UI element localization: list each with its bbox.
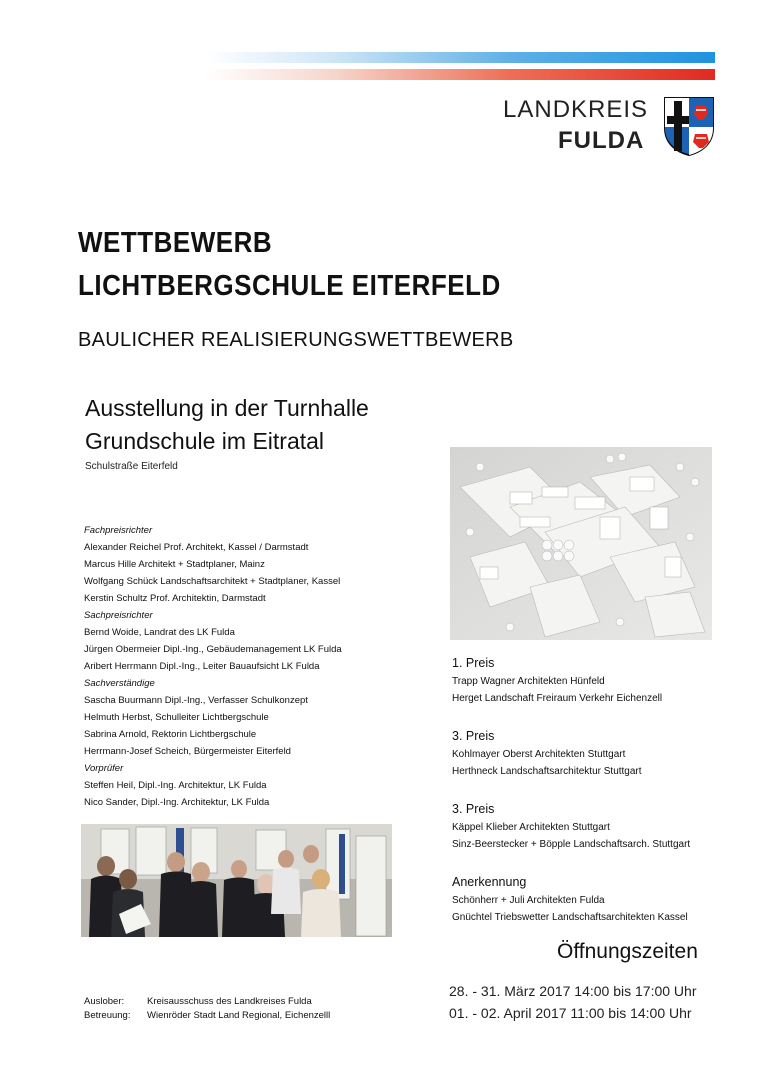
coat-of-arms-icon <box>663 96 715 156</box>
prize-winner: Gnüchtel Triebswetter Landschaftsarchitekten Kassel <box>452 912 688 923</box>
page-title-line2: LICHTBERGSCHULE EITERFELD <box>78 268 501 302</box>
jury-section-fachpreisrichter: Fachpreisrichter <box>84 525 153 536</box>
exhibition-address: Schulstraße Eiterfeld <box>85 461 178 472</box>
opening-hours-title: Öffnungszeiten <box>557 940 698 963</box>
jury-member: Sascha Buurmann Dipl.-Ing., Verfasser Schulkonzept <box>84 695 308 706</box>
jury-section-sachpreisrichter: Sachpreisrichter <box>84 610 153 621</box>
prize-winner: Herget Landschaft Freiraum Verkehr Eichenzell <box>452 693 663 704</box>
prize-winner: Kohlmayer Oberst Architekten Stuttgart <box>452 749 626 760</box>
logo-text-landkreis: LANDKREIS <box>503 96 649 123</box>
jury-member: Helmuth Herbst, Schulleiter Lichtbergschule <box>84 712 269 723</box>
header-gradient-bar-blue <box>205 52 715 63</box>
jury-member: Aribert Herrmann Dipl.-Ing., Leiter Bauaufsicht LK Fulda <box>84 661 320 672</box>
footer-value-betreuung: Wienröder Stadt Land Regional, Eichenzelll <box>147 1010 331 1021</box>
jury-list <box>84 522 424 811</box>
jury-member: Kerstin Schultz Prof. Architektin, Darmstadt <box>84 593 266 604</box>
prize-winner: Herthneck Landschaftsarchitektur Stuttgart <box>452 766 642 777</box>
prize-list <box>452 653 752 926</box>
footer-label-auslober: Auslober: <box>84 996 125 1007</box>
jury-member: Marcus Hille Architekt + Stadtplaner, Mainz <box>84 559 265 570</box>
prize-winner: Käppel Klieber Architekten Stuttgart <box>452 822 610 833</box>
opening-hours-line: 01. - 02. April 2017 11:00 bis 14:00 Uhr <box>449 1005 692 1021</box>
prize-winner: Schönherr + Juli Architekten Fulda <box>452 895 605 906</box>
prize-title: 3. Preis <box>452 729 495 743</box>
jury-member: Wolfgang Schück Landschaftsarchitekt + Stadtplaner, Kassel <box>84 576 341 587</box>
jury-section-vorpruefer: Vorprüfer <box>84 763 124 774</box>
footer-value-auslober: Kreisausschuss des Landkreises Fulda <box>147 996 312 1007</box>
prize-title: Anerkennung <box>452 875 527 889</box>
logo-text-fulda: FULDA <box>558 127 645 154</box>
exhibition-location-line2: Grundschule im Eitratal <box>85 428 325 454</box>
jury-section-sachverstaendige: Sachverständige <box>84 678 155 689</box>
prize-winner: Sinz-Beerstecker + Böpple Landschaftsarch. Stuttgart <box>452 839 691 850</box>
page-subtitle: BAULICHER REALISIERUNGSWETTBEWERB <box>78 329 514 351</box>
header-gradient-bar-red <box>205 69 715 80</box>
prize-title: 3. Preis <box>452 802 495 816</box>
page-title-line1: WETTBEWERB <box>78 225 273 259</box>
jury-meeting-photo <box>81 824 392 937</box>
jury-member: Steffen Heil, Dipl.-Ing. Architektur, LK Fulda <box>84 780 267 791</box>
jury-member: Alexander Reichel Prof. Architekt, Kassel / Darmstadt <box>84 542 309 553</box>
opening-hours-line: 28. - 31. März 2017 14:00 bis 17:00 Uhr <box>449 983 697 999</box>
prize-title: 1. Preis <box>452 656 495 670</box>
footer-label-betreuung: Betreuung: <box>84 1010 131 1021</box>
jury-member: Herrmann-Josef Scheich, Bürgermeister Eiterfeld <box>84 746 291 757</box>
jury-member: Nico Sander, Dipl.-Ing. Architektur, LK Fulda <box>84 797 270 808</box>
jury-member: Sabrina Arnold, Rektorin Lichtbergschule <box>84 729 257 740</box>
prize-winner: Trapp Wagner Architekten Hünfeld <box>452 676 605 687</box>
jury-member: Bernd Woide, Landrat des LK Fulda <box>84 627 235 638</box>
jury-member: Jürgen Obermeier Dipl.-Ing., Gebäudemanagement LK Fulda <box>84 644 342 655</box>
architecture-model-photo <box>450 447 712 640</box>
exhibition-location-line1: Ausstellung in der Turnhalle <box>85 395 369 421</box>
